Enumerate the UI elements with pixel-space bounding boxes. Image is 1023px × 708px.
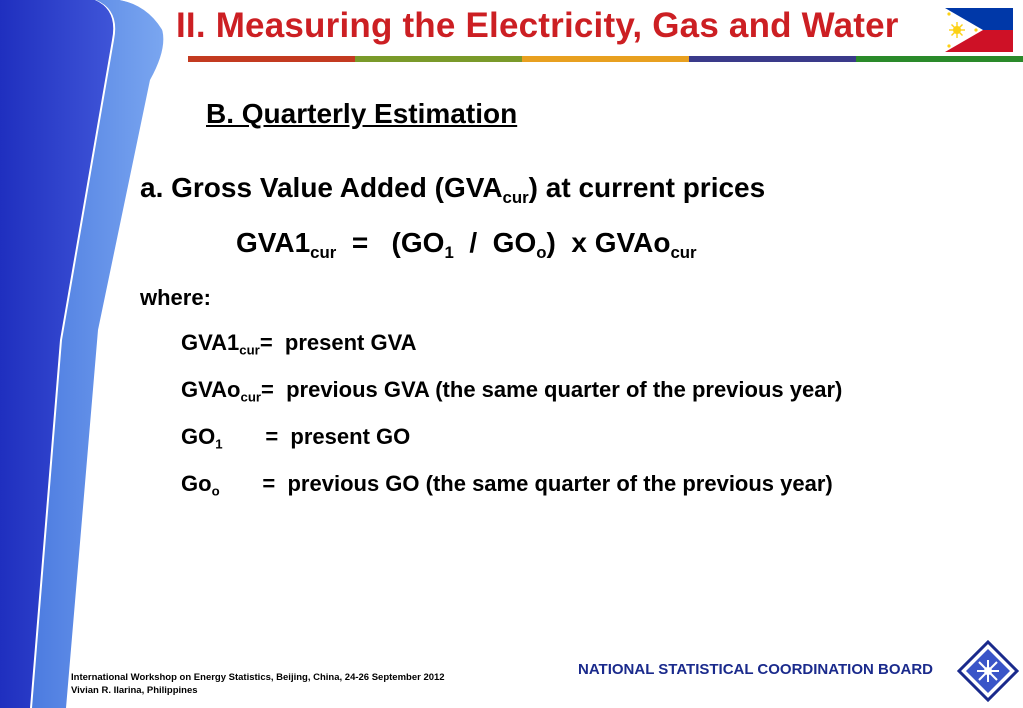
formula-part: ) x GVAo (546, 227, 671, 258)
definition-text: = present GO (222, 424, 411, 449)
philippine-flag-icon (945, 8, 1013, 52)
section-subtitle: B. Quarterly Estimation (206, 98, 518, 129)
definition-row (181, 424, 410, 450)
definition-text: = previous GO (the same quarter of the previous year) (219, 471, 833, 496)
slide-title: II. Measuring the Electricity, Gas and Water (176, 6, 899, 45)
footer-credits (71, 671, 445, 697)
side-swoosh-decoration (0, 0, 200, 708)
heading-gva (140, 172, 766, 207)
definition-term: GO (181, 424, 216, 449)
definition-term: Go (181, 471, 212, 496)
gva-formula (236, 227, 697, 262)
formula-part: GVA1 (236, 227, 311, 258)
definition-subscript: 1 (215, 436, 223, 452)
where-label: where: (140, 285, 211, 310)
formula-part: / GO (453, 227, 537, 258)
definition-text: = previous GVA (the same quarter of the previous year) (261, 377, 843, 402)
definition-subscript: cur (239, 342, 260, 358)
heading-gva-prefix: a. Gross Value Added (GVA (140, 172, 503, 203)
definition-row (181, 330, 417, 356)
formula-part: = (GO (336, 227, 445, 258)
formula-subscript: o (536, 242, 547, 262)
definition-text: = present GVA (259, 330, 417, 355)
nscb-logo-icon (957, 640, 1019, 702)
definition-row (181, 377, 842, 403)
definition-row (181, 471, 833, 497)
formula-subscript: cur (310, 242, 337, 262)
definition-subscript: o (211, 483, 220, 499)
footer-author: Vivian R. Ilarina, Philippines (71, 685, 198, 696)
heading-gva-suffix: ) at current prices (528, 172, 766, 203)
definition-subscript: cur (240, 389, 262, 405)
formula-subscript: 1 (444, 242, 454, 262)
footer-event: International Workshop on Energy Statistics, Beijing, China, 24-26 September 2012 (71, 672, 445, 683)
footer-organization: NATIONAL STATISTICAL COORDINATION BOARD (578, 661, 933, 678)
heading-gva-subscript: cur (502, 187, 529, 207)
definition-term: GVA1 (181, 330, 240, 355)
color-divider-bar (188, 56, 1023, 62)
formula-subscript: cur (670, 242, 697, 262)
definition-term: GVAo (181, 377, 241, 402)
